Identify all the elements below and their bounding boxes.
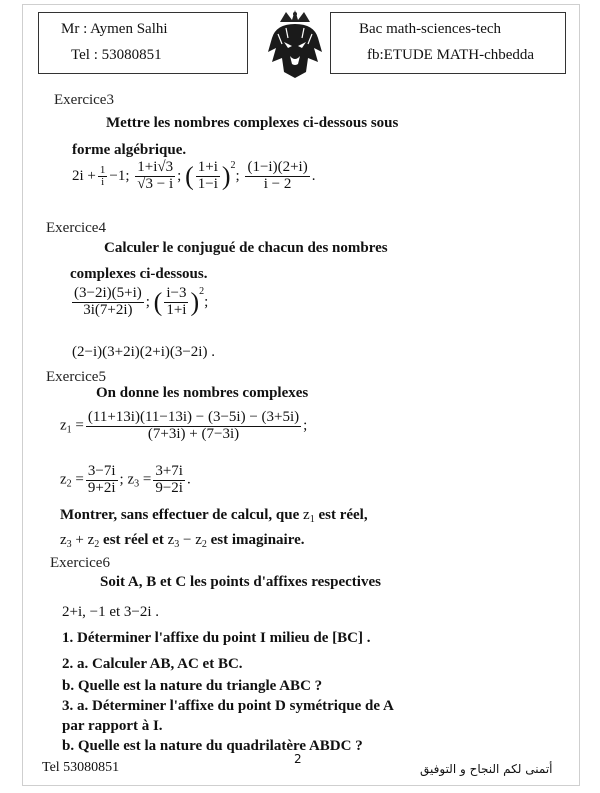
exercise3-text-line1: Mettre les nombres complexes ci-dessous sous <box>106 115 399 131</box>
header-left-box <box>38 12 248 74</box>
exercise5-text-line2: Montrer, sans effectuer de calcul, que $z_1$ est réel, <box>60 507 368 525</box>
facebook-page: fb:ETUDE MATH-chbedda <box>367 47 535 63</box>
exercise5-text-line1: On donne les nombres complexes <box>96 385 309 401</box>
exercise5-z1: $z_1$ = $\frac{(11+13i)(11-13i) - (3-5i) - (3+5i)}{(7+3i) + (7-3i)}$ ; <box>60 409 308 442</box>
exercise6-question3a-cont: par rapport à I. <box>62 718 163 734</box>
exercise4-text-line2: complexes ci-dessous. <box>70 266 208 282</box>
exercise4-expressions-line2: (2−i)(3+2i)(2+i)(3−2i) . <box>72 344 215 360</box>
footer-tel: Tel 53080851 <box>42 760 120 775</box>
exercise6-question3b: b. Quelle est la nature du quadrilatère ABDC ? <box>62 738 363 754</box>
exercise6-question2a: 2. a. Calculer AB, AC et BC. <box>62 656 243 672</box>
header-right-box <box>330 12 566 74</box>
exercise3-text-line2: forme algébrique. <box>72 142 187 158</box>
course-name: Bac math-sciences-tech <box>359 21 502 37</box>
teacher-name: Mr : Aymen Salhi <box>61 21 168 37</box>
exercise3-title: Exercice3 <box>54 92 114 108</box>
teacher-tel: Tel : 53080851 <box>71 47 162 63</box>
exercise6-text-line1: Soit A, B et C les points d'affixes respectives <box>100 574 381 590</box>
page-number: 2 <box>294 752 302 766</box>
exercise4-text-line1: Calculer le conjugué de chacun des nombres <box>104 240 388 256</box>
exercise5-title: Exercice5 <box>46 369 106 385</box>
exercise4-expressions-line1: $\frac{(3-2i)(5+i)}{3i(7+2i)}$ ; ( $\frac{i-3}{1+i}$ )$^2$; <box>74 285 209 319</box>
exercise5-text-line3: $z_3 + z_2$ est réel et $z_3 - z_2$ est imaginaire. <box>60 532 305 550</box>
exercise4-title: Exercice4 <box>46 220 106 236</box>
exercise6-title: Exercice6 <box>50 555 110 571</box>
exercise5-z2-z3: $z_2$ = $\frac{3-7i}{9+2i}$ ; $z_3$ = $\frac{3+7i}{9-2i}$ . <box>60 463 191 496</box>
exercise6-question2b: b. Quelle est la nature du triangle ABC ? <box>62 678 323 694</box>
exercise6-affixes: 2+i, −1 et 3−2i . <box>62 604 160 620</box>
exercise6-question3a: 3. a. Déterminer l'affixe du point D symétrique de A <box>62 698 394 714</box>
exercise6-question1: 1. Déterminer l'affixe du point I milieu de [BC] . <box>62 630 371 646</box>
exercise3-expressions: 2i + $\frac{1}{i}$ −1; $\frac{1+i√3}{√3 - i}$ ; ( $\frac{1+i}{1-i}$ )$^2$; $\frac{(1-i)(2+i)}{i - 2}$ . <box>72 159 316 193</box>
footer-arabic-wish: أتمنى لكم النجاح و التوفيق <box>420 762 553 776</box>
lion-crown-logo <box>262 8 328 80</box>
